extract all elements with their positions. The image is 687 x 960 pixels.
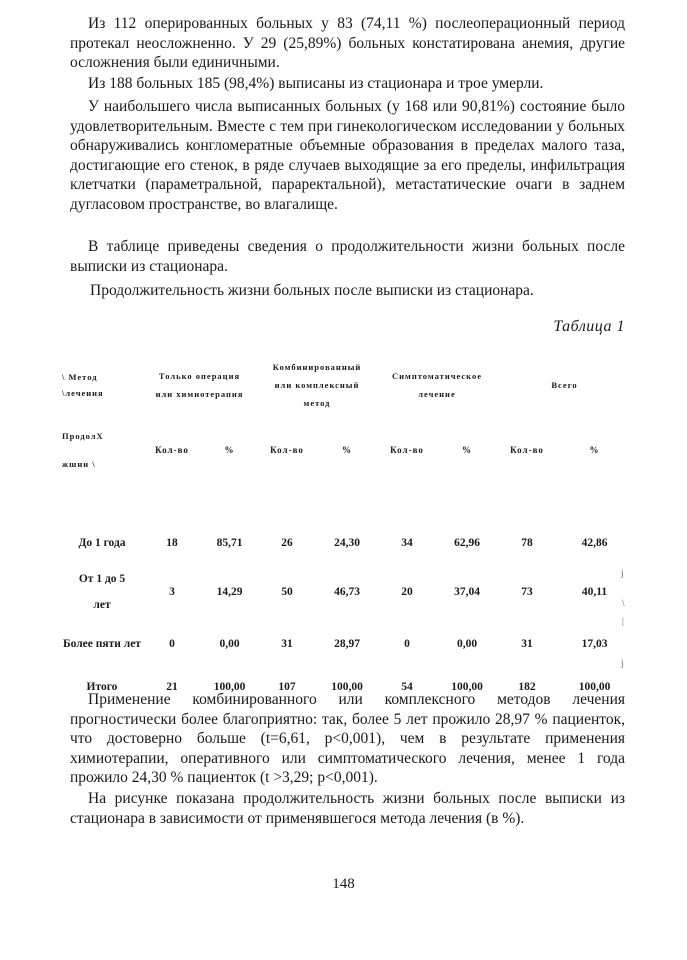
paragraph-5-text: Применение комбинированного или комплексного методов лечения прогностически более благоприятно: так, более 5 лет прожило 28,97 % пациенток, что достоверно больше (t=6,61, p<0,001), чем в результате применения химиотерапии, оперативного или симптоматического лечения, менее 1 года прожило 24,30 % пациенток (t >3,29; p<0,001). (70, 691, 625, 787)
table-cell: 0 (404, 638, 410, 650)
table-cell: 40,11 (581, 586, 608, 598)
subheader-percent: % (224, 445, 235, 455)
table-cell: 20 (401, 586, 413, 598)
row-label: От 1 до 5 лет (78, 573, 126, 611)
subheader-percent: % (342, 445, 352, 455)
paragraph-6 (70, 789, 625, 828)
page-number: 148 (332, 876, 355, 892)
table-cell: 46,73 (334, 586, 360, 598)
subheader-percent: % (462, 445, 472, 455)
table-cell: 100,00 (213, 681, 246, 693)
paragraph-3 (70, 97, 625, 215)
survival-table (62, 350, 632, 704)
table-cell: 0 (169, 638, 175, 650)
table-cell: 78 (521, 537, 533, 549)
table-cell: 100,00 (451, 681, 483, 693)
method-header-surgery: Только операция или химиотерапия (155, 371, 244, 399)
table-cell: 62,96 (454, 537, 480, 549)
paragraph-4-text: В таблице приведены сведения о продолжительности жизни больных после выписки из стационара. (70, 238, 625, 275)
paragraph-5 (70, 690, 625, 788)
table-cell: 34 (401, 537, 413, 549)
table-cell: 14,29 (216, 586, 243, 598)
subheader-count: Кол-во (155, 445, 189, 455)
corner-bottom-line-2: жшни \ (62, 459, 96, 469)
paragraph-1 (70, 14, 625, 73)
table-row (62, 520, 632, 566)
corner-top-line-2: \лечения (62, 388, 104, 398)
scan-artifact-mark: | (622, 616, 624, 626)
table-cell: 28,97 (334, 638, 360, 650)
paragraph-2-text: Из 188 больных 185 (98,4%) выписаны из стационара и трое умерли. (88, 75, 544, 92)
table-cell: 24,30 (334, 537, 360, 549)
row-label: До 1 года (78, 537, 126, 549)
table-spacer-row (62, 480, 632, 520)
row-label: Итого (86, 681, 118, 693)
table-row (62, 566, 632, 618)
subheader-count: Кол-во (390, 445, 424, 455)
paragraph-2 (70, 74, 625, 94)
scan-artifact-mark: j (621, 568, 624, 578)
method-header-symptomatic: Симптоматическое лечение (392, 371, 482, 399)
paragraph-6-text: На рисунке показана продолжительность жизни больных после выписки из стационара в зависимости от применявшегося метода лечения (в %). (70, 790, 625, 827)
subheader-count: Кол-во (270, 445, 304, 455)
corner-bottom-cell (62, 420, 142, 480)
table-cell: 18 (166, 537, 178, 549)
paragraph-3-text: У наибольшего числа выписанных больных (у 168 или 90,81%) состояние было удовлетворительным. Вместе с тем при гинекологическом исследовании у больных обнаруживались конгломератные объемные образования в пределах малого таза, достигающие его стенок, в ряде случаев выходящие за его пределы, инфильтрация клетчатки (параметральной, параректальной), метастатические очаги в заднем дугласовом пространстве, во влагалище. (70, 98, 625, 213)
table-cell: 54 (401, 681, 413, 693)
table-cell: 21 (166, 681, 178, 693)
table-cell: 85,71 (216, 537, 243, 549)
table-cell: 182 (518, 681, 536, 693)
scan-artifact-mark: \ (622, 598, 625, 608)
table-cell: 50 (281, 586, 293, 598)
corner-top-line-1: \ Метод (62, 372, 98, 382)
table-cell: 100,00 (331, 681, 363, 693)
table-cell: 73 (521, 586, 533, 598)
method-header-total: Всего (551, 380, 578, 390)
sub-header-row (62, 420, 632, 480)
row-label: Более пяти лет (63, 638, 141, 650)
table-caption: Продолжительность жизни больных после выписки из стационара. (90, 282, 534, 299)
paragraph-1-text: Из 112 оперированных больных у 83 (74,11 %) послеоперационный период протекал неосложненно. У 29 (25,89%) больных констатирована анемия, другие осложнения были единичными. (70, 15, 625, 72)
subheader-count: Кол-во (510, 445, 544, 455)
table-cell: 37,04 (454, 586, 480, 598)
table-cell: 31 (521, 638, 533, 650)
method-header-combined: Комбинированный или комплексный метод (272, 362, 362, 408)
method-header-row (62, 350, 632, 420)
table-cell: 26 (281, 537, 293, 549)
scan-artifact-mark: j (621, 658, 624, 668)
table-cell: 0,00 (219, 638, 240, 650)
table-row (62, 618, 632, 670)
corner-top-cell (62, 350, 142, 420)
paragraph-4 (70, 237, 625, 276)
table-cell: 42,86 (581, 537, 608, 549)
table-label: Таблица 1 (553, 318, 625, 335)
table-cell: 0,00 (456, 638, 478, 650)
table-cell: 31 (281, 638, 293, 650)
table-cell: 100,00 (578, 681, 611, 693)
table-cell: 3 (169, 586, 175, 598)
subheader-percent: % (589, 445, 600, 455)
corner-bottom-line-1: ПродолХ (62, 431, 104, 441)
table-cell: 17,03 (581, 638, 608, 650)
table-cell: 107 (278, 681, 296, 693)
